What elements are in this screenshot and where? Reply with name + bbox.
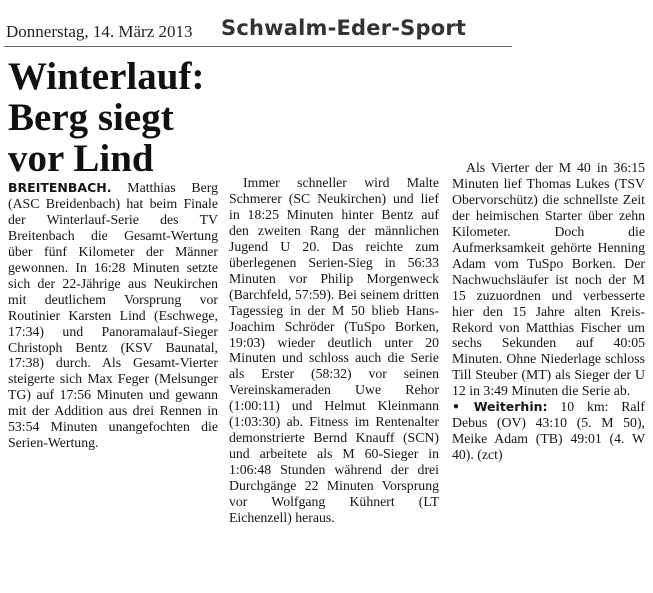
further-results-label: • Weiterhin: bbox=[452, 399, 548, 415]
page-header bbox=[0, 0, 653, 50]
header-rule bbox=[4, 46, 512, 47]
section-title: Schwalm-Eder-Sport bbox=[221, 16, 467, 40]
column-3-paragraph: Als Vierter der M 40 in 36:15 Minuten lief Thomas Lukes (TSV Obervorschütz) die schnellste Zeit der heimischen Starter über zehn Kilometer. Doch die Aufmerksamkeit gehörte Henning Adam vom TuSpo Borken. Der Nachwuchsläufer ist noch der M 15 zuzuordnen und verbesserte hier den 15 Jahre alten Kreis-Rekord von Matthias Fischer um sechs Sekunden auf 40:05 Minuten. Ohne Niederlage schloss Till Steuber (MT) als Sieger der U 12 in 3:49 Minuten die Serie ab. bbox=[452, 160, 645, 399]
further-results-text: 10 km: Ralf Debus (OV) 43:10 (5. M 50), Meike Adam (TB) 49:01 (4. W 40). (zct) bbox=[452, 399, 645, 463]
headline-line-2: Berg siegt bbox=[8, 96, 174, 139]
column-1-paragraph bbox=[8, 180, 218, 451]
column-2-paragraph: Immer schneller wird Malte Schmerer (SC Neukirchen) und lief in 18:25 Minuten hinter Bentz auf den zweiten Rang der männlichen Jugend U 20. Das reichte zum überlegenen Serien-Sieg in 56:33 Minuten vor Philip Morgenweck (Barchfeld, 57:59). Bei seinem dritten Tagessieg in der M 50 blieb Hans-Joachim Schröder (TuSpo Borken, 19:03) wieder deutlich unter 20 Minuten und schloss auch die Serie als Erster (58:32) vor seinen Vereinskameraden Uwe Rehor (1:00:11) und Helmut Kleinmann (1:03:30) ab. Fitness im Rentenalter demonstrierte Bernd Knauff (SCN) und arbeitete als M 60-Sieger in 1:06:48 Stunden während der drei Durchgänge 22 Minuten Vorsprung vor Wolfgang Kühnert (LT Eichenzell) heraus. bbox=[229, 175, 439, 526]
dateline: BREITENBACH. bbox=[8, 180, 112, 195]
column-1-text: Matthias Berg (ASC Breidenbach) hat beim Finale der Winterlauf-Serie des TV Breitenbach die Gesamt-Wertung über fünf Kilometer der Männer gewonnen. In 16:28 Minuten setzte sich der 22-Jährige aus Neukirchen mit deutlichem Vorsprung vor Routinier Karsten Lind (Eschwege, 17:34) und Panoramalauf-Sieger Christoph Bentz (KSV Baunatal, 17:38) durch. Als Gesamt-Vierter steigerte sich Max Feger (Melsunger TG) auf 17:56 Minuten und gewann mit der Addition aus drei Rennen in 53:54 Minuten unangefochten die Serien-Wertung. bbox=[8, 180, 218, 451]
publication-date: Donnerstag, 14. März 2013 bbox=[6, 22, 193, 41]
headline-line-1: Winterlauf: bbox=[8, 55, 205, 98]
headline-line-3: vor Lind bbox=[8, 137, 154, 180]
article-column-2 bbox=[229, 175, 439, 572]
further-results bbox=[452, 399, 645, 463]
article-column-3 bbox=[452, 160, 645, 528]
article-column-1 bbox=[8, 180, 218, 486]
article-headline bbox=[8, 56, 238, 179]
